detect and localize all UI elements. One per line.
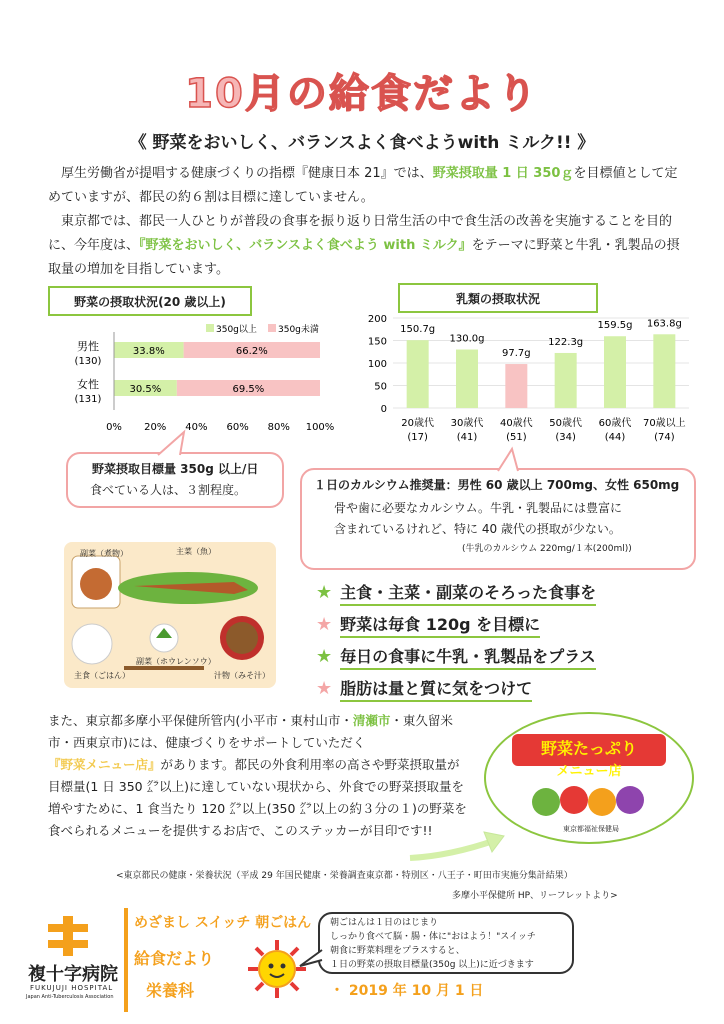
veg-bar-label: 66.2% bbox=[235, 346, 268, 357]
legend-label-0: 350g以上 bbox=[216, 325, 257, 335]
morning-bubble-line-1: 朝ごはんは１日のはじまり bbox=[330, 918, 439, 928]
hospital-cross-icon bbox=[48, 916, 88, 956]
veg-target-body: 食べている人は、３割程度。 bbox=[90, 483, 247, 497]
milk-bar-label: 97.7g bbox=[502, 348, 531, 360]
milk-bar-label: 163.8g bbox=[646, 318, 682, 330]
milk-y-tick-label: 0 bbox=[380, 404, 387, 415]
milk-category-label: 20歳代 bbox=[401, 418, 435, 429]
slogan-3: ★ 毎日の食事に牛乳・乳製品をプラス bbox=[316, 644, 596, 667]
hospital-assoc: Japan Anti-Tuberculosis Association bbox=[26, 994, 114, 1000]
veg-category-label: 男性 bbox=[77, 340, 99, 353]
veg-category-count: (130) bbox=[74, 356, 102, 367]
source-line-1: <東京都民の健康・栄養状況（平成 29 年国民健康・栄養調査東京都・特別区・八王子・町田市実施分集計結果） bbox=[116, 871, 573, 881]
meal-illustration bbox=[64, 542, 276, 688]
vegetables-drawing bbox=[526, 780, 652, 820]
milk-y-tick-label: 100 bbox=[367, 359, 387, 370]
page-title: 10月の給食だより bbox=[185, 71, 539, 117]
milk-bar bbox=[407, 340, 429, 408]
source-line-2: 多摩小平保健所 HP、リーフレットより> bbox=[452, 891, 618, 901]
slogan-4: ★ 脂肪は量と質に気をつけて bbox=[316, 676, 532, 699]
milk-bar bbox=[505, 364, 527, 408]
calcium-body-1: 骨や歯に必要なカルシウム。牛乳・乳製品には豊富に bbox=[334, 501, 622, 515]
hospital-name: 複十字病院 bbox=[28, 964, 118, 985]
milk-category-label: 70歳以上 bbox=[642, 418, 686, 429]
star-icon: ★ bbox=[316, 646, 333, 667]
star-icon: ★ bbox=[316, 582, 333, 603]
veg-bar-label: 33.8% bbox=[132, 346, 165, 357]
calcium-title: １日のカルシウム推奨量：男性 60 歳以上 700mg、女性 650mg bbox=[314, 478, 680, 492]
sticker-line-1: 野菜たっぷり bbox=[540, 739, 637, 758]
veg-x-tick-label: 60% bbox=[226, 422, 249, 433]
veg-x-tick-label: 80% bbox=[267, 422, 290, 433]
food-label-fukusai-nimono: 副菜（煮物） bbox=[80, 549, 128, 558]
bubble-tail-right bbox=[490, 446, 530, 472]
milk-category-label: 40歳代 bbox=[499, 418, 533, 429]
calcium-bubble bbox=[300, 468, 696, 570]
milk-intake-chart bbox=[355, 306, 695, 456]
slogan-1: ★ 主食・主菜・副菜のそろった食事を bbox=[316, 580, 596, 603]
morning-bubble-tail bbox=[298, 946, 324, 970]
issue-date: ・ 2019 年 10 月 1 日 bbox=[330, 983, 484, 999]
milk-bar bbox=[555, 353, 577, 408]
veg-bar-label: 69.5% bbox=[232, 384, 265, 395]
milk-bar bbox=[653, 334, 675, 408]
milk-category-count: (41) bbox=[456, 432, 478, 443]
veg-target-title: 野菜摂取目標量 350g 以上/日 bbox=[92, 462, 259, 476]
calcium-note: (牛乳のカルシウム 220mg/１本(200ml)) bbox=[462, 544, 632, 554]
milk-bar bbox=[604, 336, 626, 408]
milk-bar-label: 150.7g bbox=[400, 324, 436, 336]
arrow-to-sticker bbox=[400, 826, 510, 866]
veg-category-count: (131) bbox=[74, 394, 102, 405]
morning-bubble-line-3: 朝食に野菜料理をプラスすると、 bbox=[330, 946, 465, 956]
star-icon: ★ bbox=[316, 614, 333, 635]
milk-y-tick-label: 200 bbox=[367, 314, 387, 325]
milk-bar-label: 122.3g bbox=[548, 336, 584, 348]
milk-category-count: (44) bbox=[604, 432, 626, 443]
calcium-body-2: 含まれているけれど、特に 40 歳代の摂取が少ない。 bbox=[334, 522, 621, 536]
milk-category-count: (17) bbox=[407, 432, 428, 443]
milk-category-label: 60歳代 bbox=[598, 418, 632, 429]
morning-bubble-line-4: １日の野菜の摂取目標量(350g 以上)に近づきます bbox=[330, 960, 534, 970]
mezamashi-title: めざまし スイッチ 朝ごはん bbox=[134, 915, 312, 931]
veg-intake-chart bbox=[60, 318, 340, 436]
legend-label-1: 350g未満 bbox=[278, 325, 319, 335]
milk-category-count: (34) bbox=[555, 432, 576, 443]
milk-bar-label: 130.0g bbox=[449, 333, 485, 345]
intro-paragraph-2: 東京都では、都民一人ひとりが普段の食事を振り返り日常生活の中で食生活の改善を実施することを目的に、今年度は、『野菜をおいしく、バランスよく食べよう with ミルク』をテーマに野菜と牛乳・乳製品の摂取量の増加を目指しています。 bbox=[48, 214, 680, 277]
intro-paragraph-1: 厚生労働省が提唱する健康づくりの指標『健康日本 21』では、野菜摂取量 1 日 350ｇを目標値として定めていますが、都民の約６割は目標に達していません。 bbox=[48, 166, 678, 205]
milk-bar-label: 159.5g bbox=[597, 320, 633, 332]
page-subtitle: 《 野菜をおいしく、バランスよく食べようwith ミルク!! 》 bbox=[129, 133, 595, 153]
food-label-shiru: 汁物（みそ汁） bbox=[214, 671, 270, 680]
milk-category-count: (51) bbox=[506, 432, 527, 443]
milk-y-tick-label: 150 bbox=[367, 336, 387, 348]
food-label-fukusai-horenso: 副菜（ホウレンソウ） bbox=[136, 657, 216, 666]
veg-x-tick-label: 40% bbox=[185, 422, 208, 433]
milk-chart-title: 乳類の摂取状況 bbox=[398, 283, 598, 313]
milk-y-tick-label: 50 bbox=[374, 381, 387, 393]
sticker-line-2: メニュー店 bbox=[556, 764, 622, 779]
bubble-tail-left bbox=[150, 428, 200, 456]
veg-menu-sticker bbox=[484, 712, 694, 844]
food-label-shusai: 主菜（魚） bbox=[176, 547, 216, 556]
star-icon: ★ bbox=[316, 678, 333, 699]
morning-bubble-line-2: しっかり食べて脳・腸・体に"おはよう！"スイッチ bbox=[330, 932, 536, 942]
veg-x-tick-label: 20% bbox=[144, 422, 167, 433]
morning-bubble bbox=[318, 912, 574, 974]
milk-bar bbox=[456, 350, 478, 409]
milk-category-count: (74) bbox=[654, 432, 675, 443]
food-label-shushoku: 主食（ごはん） bbox=[74, 671, 130, 680]
legend-swatch-1 bbox=[268, 324, 276, 332]
veg-x-tick-label: 0% bbox=[106, 422, 122, 433]
veg-chart-title: 野菜の摂取状況(20 歳以上) bbox=[48, 286, 252, 316]
menu-store-paragraph: また、東京都多摩小平保健所管内(小平市・東村山市・清瀬市・東久留米市・西東京市)には、健康づくりをサポートしていただく『野菜メニュー店』があります。都民の外食利用率の高さや野菜摂取量が目標量(1 日 350 ㌘以上)に達していない現状から、外食での野菜摂取量を増やすために、1 食当たり 120 ㌘以上(350 ㌘以上の約３分の１)の野菜を食べられるメニューを提供するお店で、このステッカーが目印です!! bbox=[48, 713, 467, 838]
veg-x-tick-label: 100% bbox=[305, 422, 335, 433]
hospital-name-en: FUKUJUJI HOSPITAL bbox=[30, 984, 114, 992]
veg-category-label: 女性 bbox=[77, 378, 99, 391]
veg-target-bubble bbox=[66, 452, 284, 508]
legend-swatch-0 bbox=[206, 324, 214, 332]
newsletter-label: 給食だより bbox=[134, 949, 215, 968]
milk-category-label: 30歳代 bbox=[450, 418, 484, 429]
milk-category-label: 50歳代 bbox=[549, 418, 583, 429]
dept-label: 栄養科 bbox=[146, 981, 195, 1000]
veg-bar-label: 30.5% bbox=[129, 384, 162, 395]
slogan-2: ★ 野菜は毎食 120g を目標に bbox=[316, 612, 540, 635]
sticker-org: 東京都福祉保健局 bbox=[563, 825, 619, 833]
